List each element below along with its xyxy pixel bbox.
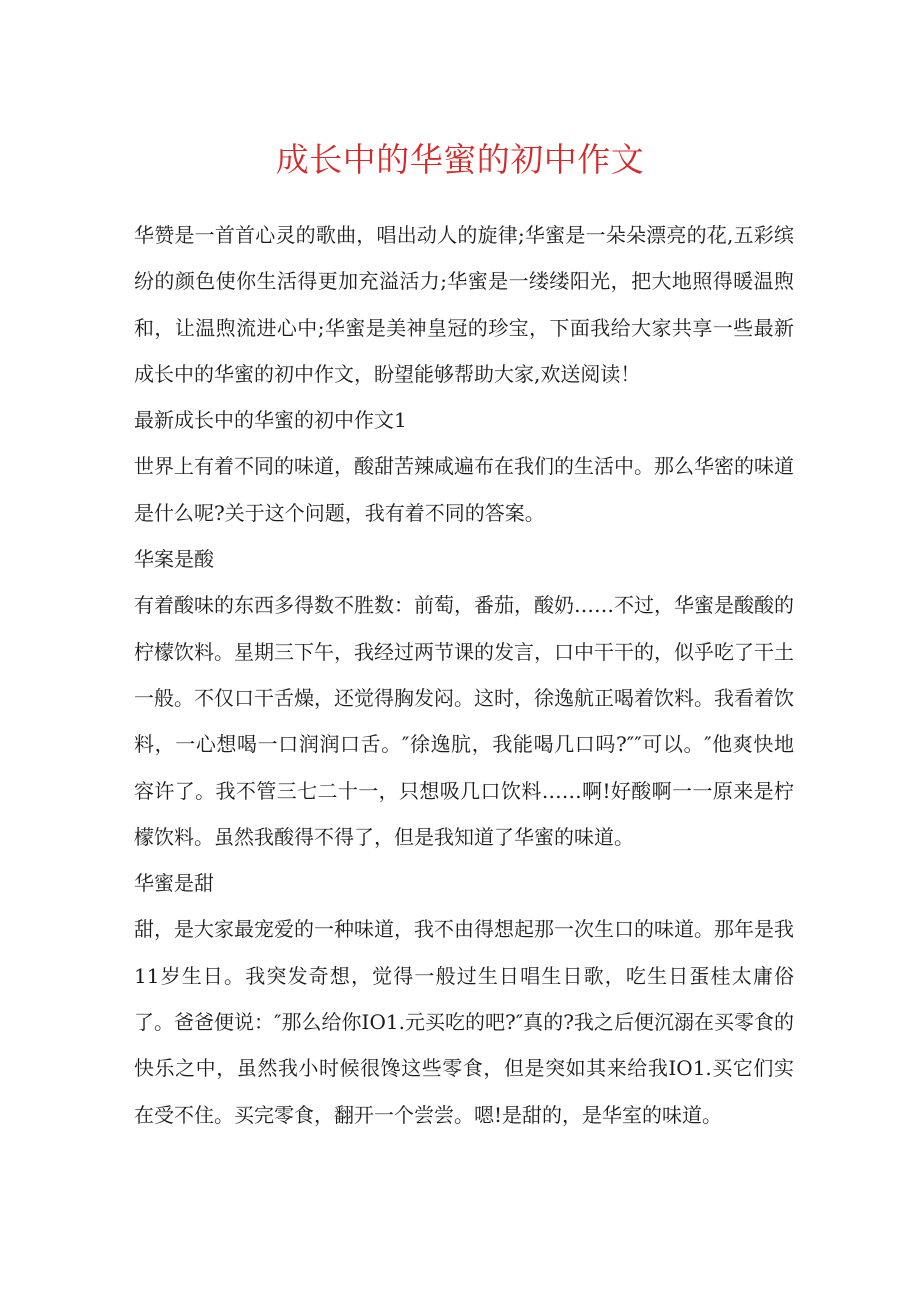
document-title: 成长中的华蜜的初中作文 — [275, 140, 645, 179]
body-paragraph: 世界上有着不同的味道，酸甜苦辣咸遍布在我们的生活中。那么华密的味道是什么呢?关于这个问题，我有着不同的答案。 — [134, 454, 794, 525]
body-paragraph: 有着酸味的东西多得数不胜数：前萄，番茄，酸奶……不过，华蜜是酸酸的柠檬饮料。星期三下午，我经过两节课的发言，口中干干的，似乎吃了干土一般。不仅口干舌燥，还觉得胸发闷。这时，徐逸航正喝着饮料。我看着饮料，一心想喝一口润润口舌。″徐逸肮，我能喝几口吗?″″可以。″他爽快地容许了。我不管三七二十一，只想吸几口饮料……啊!好酸啊一一原来是柠檬饮料。虽然我酸得不得了，但是我知道了华蜜的味道。 — [134, 593, 794, 849]
body-paragraph: 甜，是大家最宠爱的一种味道，我不由得想起那一次生口的味道。那年是我11岁生日。我突发奇想，觉得一般过生日唱生日歌，吃生日蛋桂太庸俗了。爸爸便说：″那么给你IO1.元买吃的吧?″真的?我之后便沉溺在买零食的快乐之中，虽然我小时候很馋这些零食，但是突如其来给我IO1.买它们实在受不住。买完零食，翻开一个尝尝。嗯!是甜的，是华室的味道。 — [134, 917, 794, 1127]
document-body — [134, 212, 794, 1138]
essay-heading: 最新成长中的华蜜的初中作文1 — [134, 408, 407, 433]
section-heading-sour: 华案是酸 — [134, 547, 214, 572]
intro-paragraph: 华赞是一首首心灵的歌曲，唱出动人的旋律;华蜜是一朵朵漂亮的花,五彩缤纷的颜色使你生活得更加充溢活力;华蜜是一缕缕阳光，把大地照得暖温煦和，让温煦流进心中;华蜜是美神皇冠的珍宝，下面我给大家共享一些最新成长中的华蜜的初中作文，盼望能够帮助大家,欢送阅读！ — [134, 223, 794, 386]
section-heading-sweet: 华蜜是甜 — [134, 871, 214, 896]
